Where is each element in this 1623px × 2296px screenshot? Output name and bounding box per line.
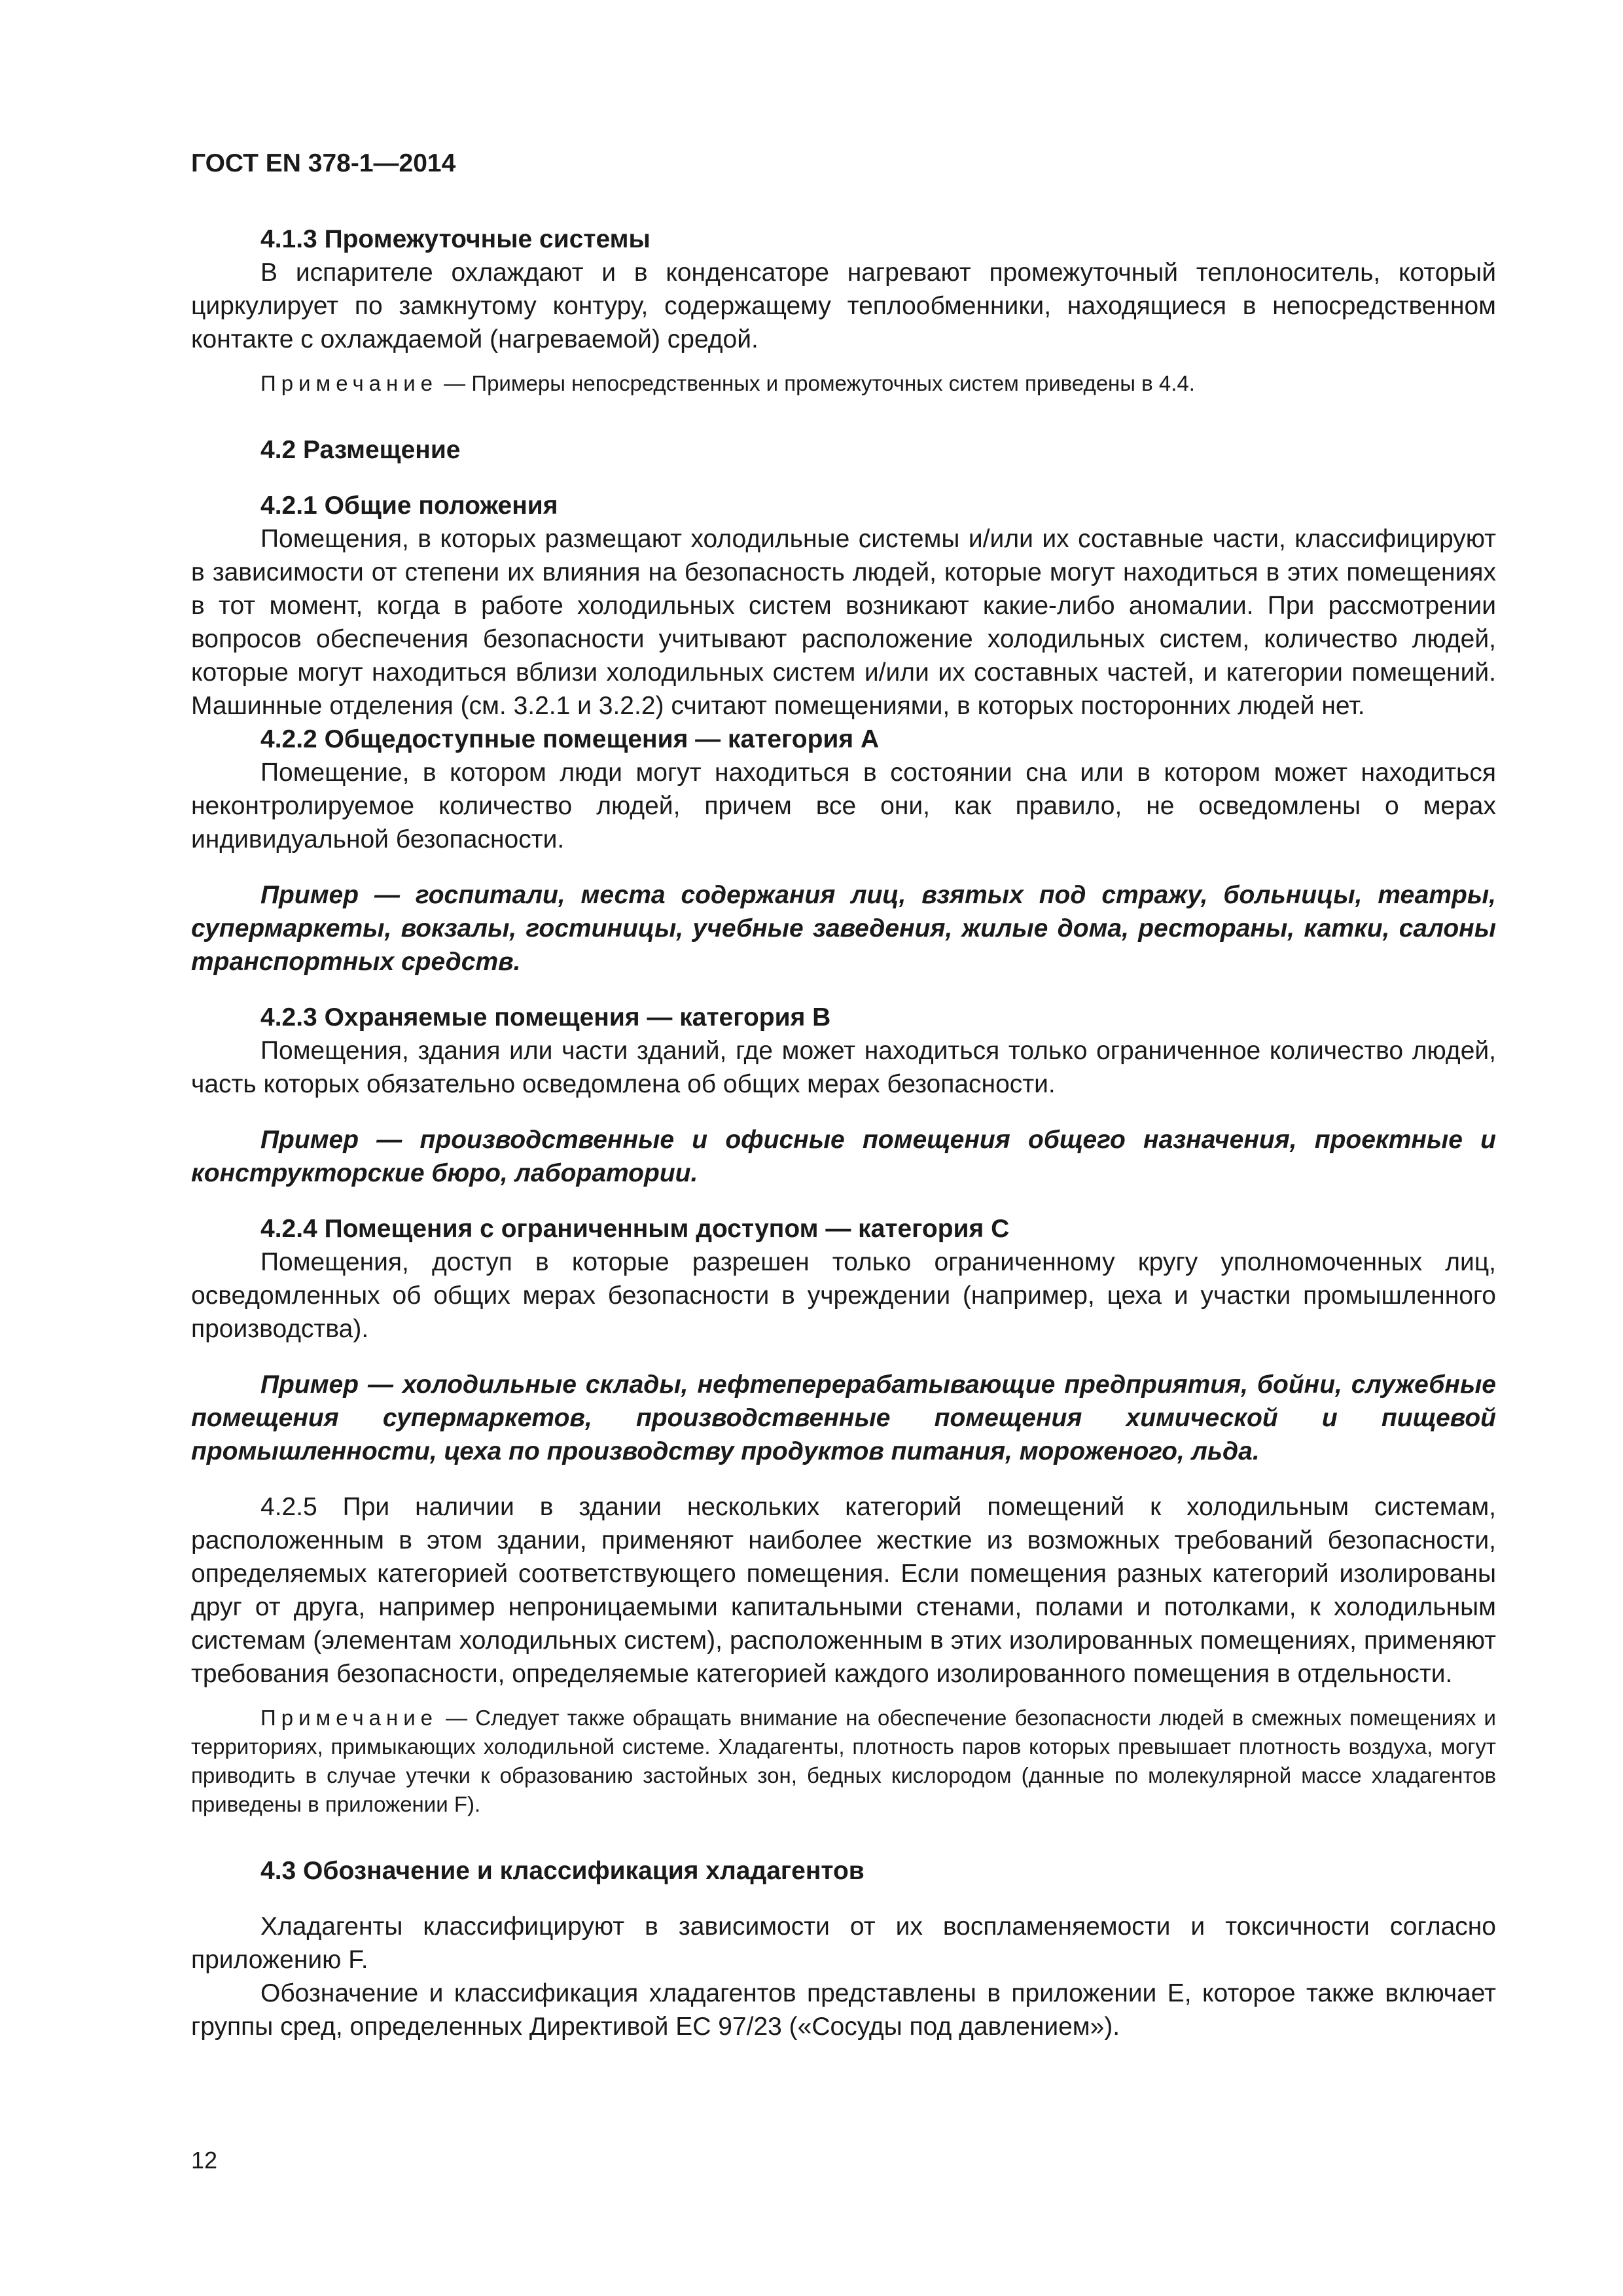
- paragraph-4-2-1: Помещения, в которых размещают холодильные системы и/или их составные части, классифицируют в зависимости от степени их влияния на безопасность людей, которые могут находиться в этих помещениях в тот момент, когда в работе холодильных систем возникают какие-либо аномалии. При рассмотрении вопросов обеспечения безопасности учитывают расположение холодильных систем, количество людей, которые могут находиться вблизи холодильных систем и/или их составных частей, и категории помещений. Машинные отделения (см. 3.2.1 и 3.2.2) считают помещениями, в которых посторонних людей нет.: [191, 525, 1496, 720]
- paragraph-4-1-3: В испарителе охлаждают и в конденсаторе нагревают промежуточный теплоноситель, который циркулирует по замкнутому контуру, содержащему теплообменники, находящиеся в непосредственном контакте с охлаждаемой (нагреваемой) средой.: [191, 259, 1496, 353]
- paragraph-4-3-b: Обозначение и классификация хладагентов представлены в приложении E, которое также включает группы сред, определенных Директивой ЕС 97/23 («Сосуды под давлением»).: [191, 1979, 1496, 2041]
- paragraph-4-2-2: Помещение, в котором люди могут находиться в состоянии сна или в котором может находиться неконтролируемое количество людей, причем все они, как правило, не осведомлены о мерах индивидуальной безопасности.: [191, 759, 1496, 853]
- section-heading-4-2-4: 4.2.4 Помещения с ограниченным доступом — категория C: [260, 1215, 1010, 1243]
- note-4-2-5: [191, 1704, 1496, 1819]
- section-heading-4-2: 4.2 Размещение: [260, 436, 461, 464]
- section-heading-4-2-1: 4.2.1 Общие положения: [260, 492, 558, 520]
- paragraph-4-3-a: Хладагенты классифицируют в зависимости от их воспламеняемости и токсичности согласно приложению F.: [191, 1912, 1496, 1974]
- section-heading-4-3: 4.3 Обозначение и классификация хладагентов: [260, 1857, 865, 1885]
- paragraph-4-2-4: Помещения, доступ в которые разрешен только ограниченному кругу уполномоченных лиц, осведомленных об общих мерах безопасности в учреждении (например, цеха и участки промышленного производства).: [191, 1248, 1496, 1343]
- note-text: — Примеры непосредственных и промежуточных систем приведены в 4.4.: [438, 371, 1195, 395]
- note-label: Примечание: [260, 1706, 438, 1730]
- note-label: Примечание: [260, 371, 438, 395]
- note-text: — Следует также обращать внимание на обеспечение безопасности людей в смежных помещениях и территориях, примыкающих холодильной системе. Хладагенты, плотность паров которых превышает плотность воздуха, могут приводить в случае утечки к образованию застойных зон, бедных кислородом (данные по молекулярной массе хладагентов приведены в приложении F).: [191, 1706, 1496, 1816]
- document-body: [191, 223, 1496, 2043]
- paragraph-4-2-5: 4.2.5 При наличии в здании нескольких категорий помещений к холодильным системам, расположенным в этом здании, применяют наиболее жесткие из возможных требований безопасности, определяемых категорией соответствующего помещения. Если помещения разных категорий изолированы друг от друга, например непроницаемыми капитальными стенами, полами и потолками, к холодильным системам (элементам холодильных систем), расположенным в этих изолированных помещениях, применяют требования безопасности, определяемые категорией каждого изолированного помещения в отдельности.: [191, 1493, 1496, 1688]
- running-title: ГОСТ EN 378-1—2014: [191, 149, 456, 177]
- example-4-2-4: Пример — холодильные склады, нефтеперерабатывающие предприятия, бойни, служебные помещения супермаркетов, производственные помещения химической и пищевой промышленности, цеха по производству продуктов питания, мороженого, льда.: [191, 1371, 1496, 1465]
- example-4-2-2: Пример — госпитали, места содержания лиц, взятых под стражу, больницы, театры, супермаркеты, вокзалы, гостиницы, учебные заведения, жилые дома, рестораны, катки, салоны транспортных средств.: [191, 881, 1496, 976]
- section-heading-4-2-3: 4.2.3 Охраняемые помещения — категория B: [260, 1003, 831, 1031]
- paragraph-4-2-3: Помещения, здания или части зданий, где может находиться только ограниченное количество людей, часть которых обязательно осведомлена об общих мерах безопасности.: [191, 1037, 1496, 1098]
- note-4-1-3: [191, 369, 1496, 398]
- section-heading-4-2-2: 4.2.2 Общедоступные помещения — категория A: [260, 725, 880, 753]
- page-number: 12: [191, 2147, 218, 2174]
- section-heading-4-1-3: 4.1.3 Промежуточные системы: [260, 225, 651, 253]
- example-4-2-3: Пример — производственные и офисные помещения общего назначения, проектные и конструкторские бюро, лаборатории.: [191, 1126, 1496, 1187]
